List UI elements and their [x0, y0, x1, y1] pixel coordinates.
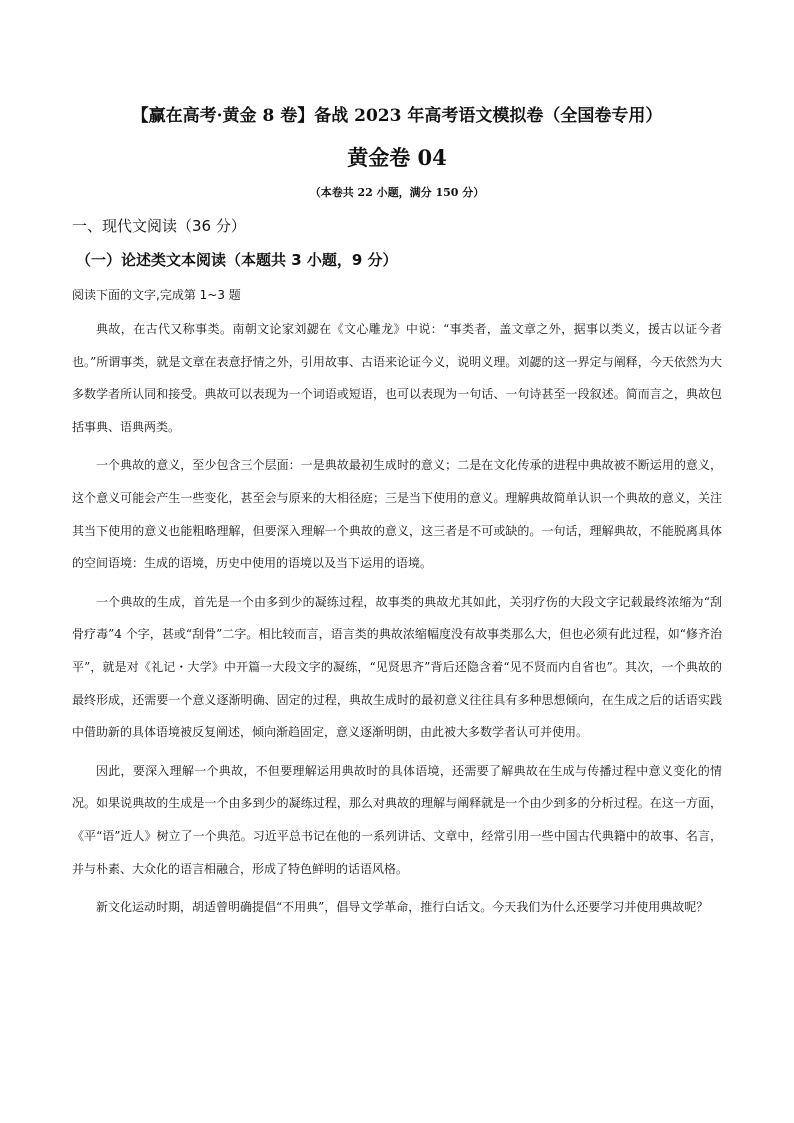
reading-instruction: 阅读下面的文字,完成第 1~3 题 — [72, 288, 241, 302]
exam-note: （本卷共 22 小题，满分 150 分） — [309, 186, 485, 199]
subsection-heading: （一）论述类文本阅读（本题共 3 小题，9 分） — [76, 251, 398, 269]
passage-paragraph: 典故，在古代又称事类。南朝文论家刘勰在《文心雕龙》中说：“事类者，盖文章之外，据事以类义，援古以证今者也。”所谓事类，就是文章在表意抒情之外，引用故事、古语来论证今义，说明义理。刘勰的这一界定与阐释，今天依然为大多数学者所认同和接受。典故可以表现为一个词语或短语，也可以表现为一句话、一句诗甚至一段叙述。简而言之，典故包括事典、语典两类。 — [72, 322, 722, 434]
passage-paragraph: 一个典故的生成，首先是一个由多到少的凝练过程，故事类的典故尤其如此，关羽疗伤的大段文字记载最终浓缩为“刮骨疗毒”4 个字，甚或“刮骨”二字。相比较而言，语言类的典故浓缩幅度没有故事类那么大，但也必须有此过程，如“修齐治平”，就是对《礼记・大学》中开篇一大段文字的凝练，“见贤思齐”背后还隐含着“见不贤而内自省也”。其次，一个典故的最终形成，还需要一个意义逐渐明确、固定的过程，典故生成时的最初意义往往具有多种思想倾向，在生成之后的话语实践中借助新的具体语境被反复阐述，倾向渐趋固定，意义逐渐明朗，由此被大多数学者认可并使用。 — [72, 594, 722, 740]
passage-paragraph: 新文化运动时期，胡适曾明确提倡“不用典”，倡导文学革命，推行白话文。今天我们为什么还要学习并使用典故呢？ — [96, 900, 709, 915]
section-heading: 一、现代文阅读（36 分） — [72, 217, 246, 235]
exam-paper-name: 黄金卷 04 — [347, 145, 447, 170]
document-title: 【赢在高考·黄金 8 卷】备战 2023 年高考语文模拟卷（全国卷专用） — [131, 106, 663, 126]
passage-body — [72, 313, 722, 930]
passage-paragraph: 因此，要深入理解一个典故，不但要理解运用典故时的具体语境，还需要了解典故在生成与传播过程中意义变化的情况。如果说典故的生成是一个由多到少的凝练过程，那么对典故的理解与阐释就是一个由少到多的分析过程。在这一方面，《平“语”近人》树立了一个典范。习近平总书记在他的一系列讲话、文章中，经常引用一些中国古代典籍中的故事、名言，并与朴素、大众化的语言相融合，形成了特色鲜明的话语风格。 — [72, 763, 722, 876]
passage-paragraph: 一个典故的意义，至少包含三个层面：一是典故最初生成时的意义；二是在文化传承的进程中典故被不断运用的意义，这个意义可能会产生一些变化，甚至会与原来的大相径庭；三是当下使用的意义。理解典故简单认识一个典故的意义，关注其当下使用的意义也能粗略理解，但要深入理解一个典故的意义，这三者是不可或缺的。一句话，理解典故，不能脱离具体的空间语境：生成的语境，历史中使用的语境以及当下运用的语境。 — [72, 458, 722, 571]
